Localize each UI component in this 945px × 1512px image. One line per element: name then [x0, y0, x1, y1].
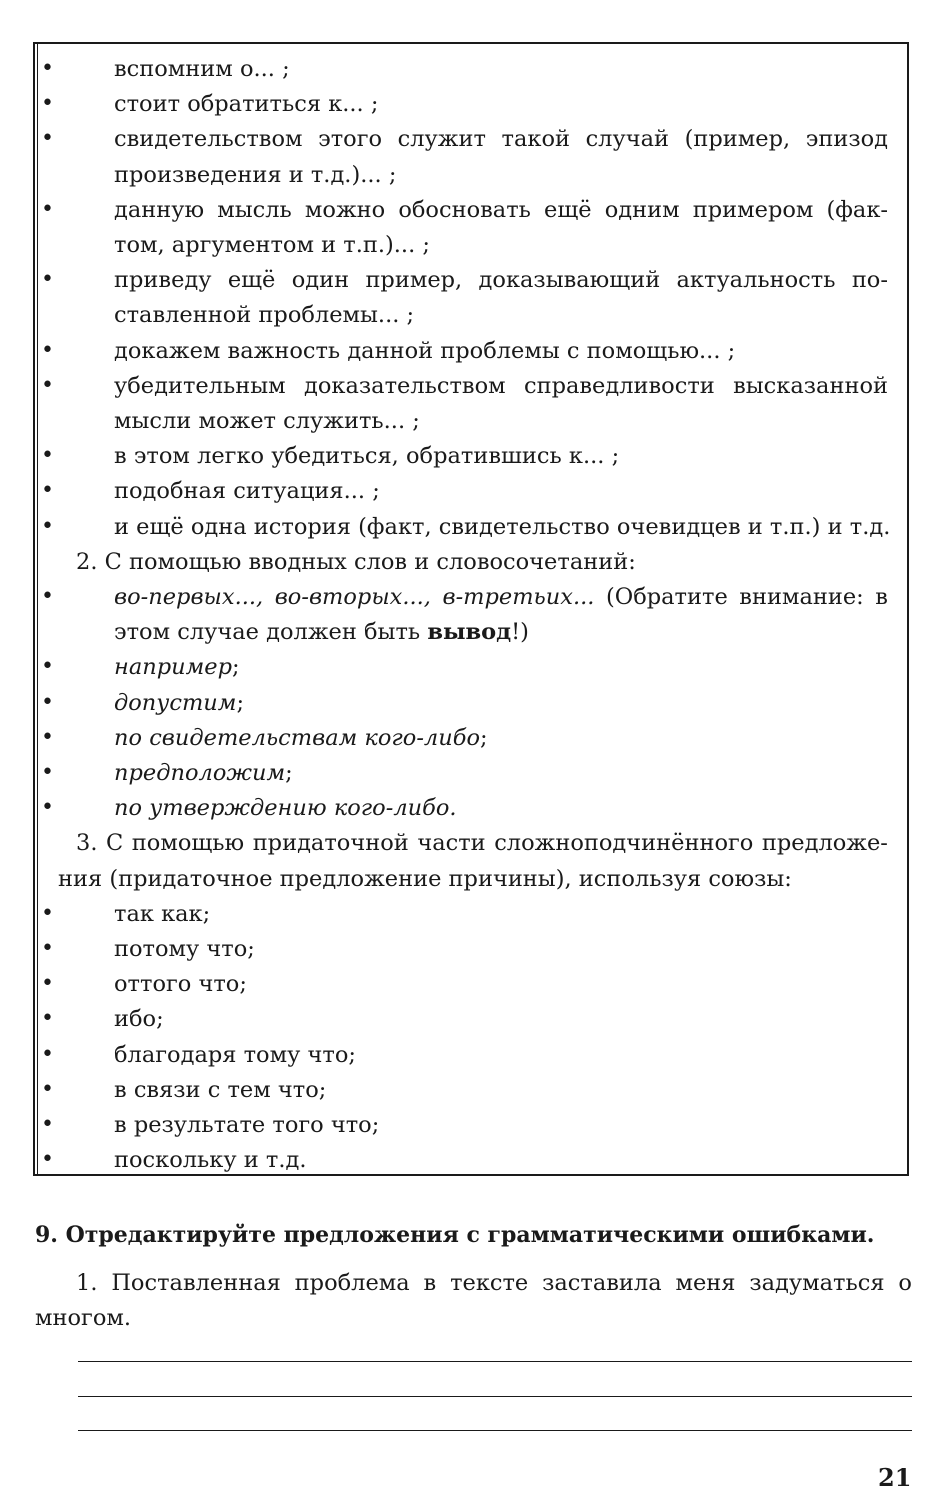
- list-item-line: приведу ещё один пример, доказывающий актуальность по-: [114, 267, 888, 293]
- bullet-icon: •: [41, 584, 54, 609]
- task-sentence-line1: 1. Поставленная проблема в тексте заставила меня задуматься о: [76, 1270, 912, 1296]
- section-3-heading-cont: ния (придаточное предложение причины), используя союзы:: [58, 866, 792, 892]
- section-2-heading: 2. С помощью вводных слов и словосочетаний:: [76, 549, 636, 575]
- bullet-icon: •: [41, 690, 54, 715]
- list-item-line: так как;: [114, 901, 211, 927]
- task-sentence-line2: многом.: [35, 1305, 132, 1331]
- bullet-icon: •: [41, 1112, 54, 1137]
- list-item-line: подобная ситуация... ;: [114, 478, 380, 504]
- list-item-line: этом случае должен быть вывод!): [114, 619, 529, 645]
- bullet-icon: •: [41, 338, 54, 363]
- list-item-line: в результате того что;: [114, 1112, 380, 1138]
- bullet-icon: •: [41, 971, 54, 996]
- bullet-icon: •: [41, 1147, 54, 1172]
- bullet-icon: •: [41, 654, 54, 679]
- list-item-line: потому что;: [114, 936, 255, 962]
- bullet-icon: •: [41, 373, 54, 398]
- list-item-line: том, аргументом и т.п.)... ;: [114, 232, 430, 258]
- list-item-line: и ещё одна история (факт, свидетельство очевидцев и т.п.) и т.д.: [114, 514, 891, 540]
- bullet-icon: •: [41, 795, 54, 820]
- bullet-icon: •: [41, 901, 54, 926]
- answer-line[interactable]: [78, 1361, 912, 1362]
- list-item-line: предположим;: [114, 760, 293, 786]
- bullet-icon: •: [41, 443, 54, 468]
- list-item-line: в связи с тем что;: [114, 1077, 327, 1103]
- bullet-icon: •: [41, 126, 54, 151]
- bullet-icon: •: [41, 936, 54, 961]
- list-item-line: мысли может служить... ;: [114, 408, 420, 434]
- bullet-icon: •: [41, 91, 54, 116]
- list-item-line: произведения и т.д.)... ;: [114, 162, 397, 188]
- bullet-icon: •: [41, 478, 54, 503]
- list-item-line: убедительным доказательством справедливости высказанной: [114, 373, 888, 399]
- list-item-line: например;: [114, 654, 240, 680]
- bullet-icon: •: [41, 725, 54, 750]
- list-item-line: по утверждению кого-либо.: [114, 795, 457, 821]
- list-item-line: во-первых..., во-вторых..., в-третьих... (Обратите внимание: в: [114, 584, 888, 610]
- list-item-line: в этом легко убедиться, обратившись к... ;: [114, 443, 620, 469]
- list-item-line: допустим;: [114, 690, 245, 716]
- bullet-icon: •: [41, 760, 54, 785]
- bullet-icon: •: [41, 1042, 54, 1067]
- list-item-line: ибо;: [114, 1006, 164, 1032]
- list-item-line: благодаря тому что;: [114, 1042, 356, 1068]
- bullet-icon: •: [41, 197, 54, 222]
- task-heading: 9. Отредактируйте предложения с грамматическими ошибками.: [35, 1222, 875, 1248]
- answer-line[interactable]: [78, 1396, 912, 1397]
- bullet-icon: •: [41, 1006, 54, 1031]
- bullet-icon: •: [41, 1077, 54, 1102]
- list-item-line: вспомним о... ;: [114, 56, 290, 82]
- section-3-heading: 3. С помощью придаточной части сложноподчинённого предложе-: [76, 830, 888, 856]
- list-item-line: ставленной проблемы... ;: [114, 302, 415, 328]
- list-item-line: стоит обратиться к... ;: [114, 91, 379, 117]
- list-item-line: оттого что;: [114, 971, 247, 997]
- bullet-icon: •: [41, 267, 54, 292]
- list-item-line: докажем важность данной проблемы с помощью... ;: [114, 338, 736, 364]
- answer-line[interactable]: [78, 1430, 912, 1431]
- list-item-line: свидетельством этого служит такой случай (пример, эпизод: [114, 126, 888, 152]
- list-item-line: по свидетельствам кого-либо;: [114, 725, 488, 751]
- page-number: 21: [878, 1463, 912, 1492]
- list-item-line: поскольку и т.д.: [114, 1147, 307, 1173]
- bullet-icon: •: [41, 56, 54, 81]
- bullet-icon: •: [41, 514, 54, 539]
- list-item-line: данную мысль можно обосновать ещё одним примером (фак-: [114, 197, 888, 223]
